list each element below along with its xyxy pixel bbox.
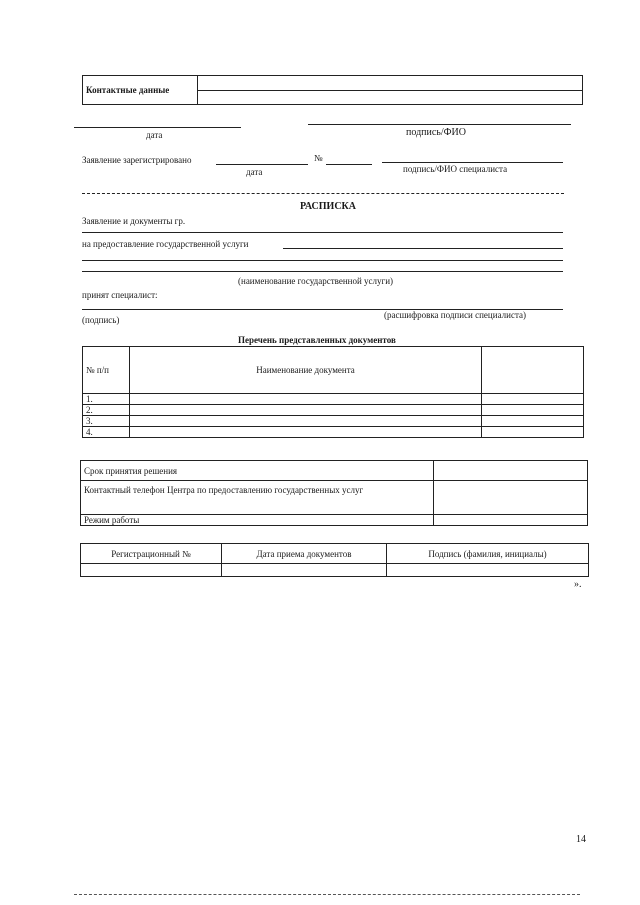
contact-phone-value[interactable] <box>434 481 588 515</box>
row-name-cell[interactable] <box>130 416 482 427</box>
registration-number-line <box>326 164 372 165</box>
row-name-cell[interactable] <box>130 394 482 405</box>
row-name-cell[interactable] <box>130 427 482 438</box>
col-name-header: Наименование документа <box>130 347 482 394</box>
decision-term-value[interactable] <box>434 461 588 481</box>
col-extra-header <box>482 347 584 394</box>
signature-cell[interactable] <box>387 564 589 577</box>
scan-edge-line <box>74 894 580 895</box>
contact-data-field-1[interactable] <box>198 76 583 91</box>
documents-title: Перечень представленных документов <box>238 335 396 345</box>
registration-label: Заявление зарегистрировано <box>82 155 192 165</box>
receipt-blank-rule-2 <box>82 271 563 272</box>
closing-quote: ». <box>574 579 582 590</box>
section-divider <box>82 193 564 194</box>
receipt-blank-rule-1 <box>82 260 563 261</box>
decision-term-label: Срок принятия решения <box>81 461 434 481</box>
signature-caption-2: (подпись) <box>82 315 120 325</box>
date-caption: дата <box>146 130 163 140</box>
receipt-line-1-rule <box>82 232 563 233</box>
acceptance-date-cell[interactable] <box>222 564 387 577</box>
receipt-line-2: на предоставление государственной услуги <box>82 239 249 249</box>
contact-data-table <box>82 75 583 105</box>
page-number: 14 <box>576 834 586 845</box>
receipt-line-1: Заявление и документы гр. <box>82 216 186 226</box>
signature-header: Подпись (фамилия, инициалы) <box>387 544 589 564</box>
acceptance-date-header: Дата приема документов <box>222 544 387 564</box>
row-extra-cell[interactable] <box>482 427 584 438</box>
service-caption: (наименование государственной услуги) <box>238 276 394 286</box>
row-number: 1. <box>83 394 130 405</box>
contact-data-label: Контактные данные <box>83 76 198 105</box>
date-line <box>74 127 241 128</box>
documents-table <box>82 346 584 438</box>
row-extra-cell[interactable] <box>482 394 584 405</box>
registration-signature-line <box>382 162 563 163</box>
registration-number-header: Регистрационный № <box>81 544 222 564</box>
registration-number-sign: № <box>314 153 323 163</box>
receipt-line-2-rule <box>283 248 563 249</box>
row-number: 2. <box>83 405 130 416</box>
row-name-cell[interactable] <box>130 405 482 416</box>
accepted-by-label: принят специалист: <box>82 290 158 300</box>
row-extra-cell[interactable] <box>482 405 584 416</box>
registration-number-cell[interactable] <box>81 564 222 577</box>
registration-table <box>80 543 589 577</box>
work-hours-value[interactable] <box>434 515 588 526</box>
decoding-caption: (расшифровка подписи специалиста) <box>384 310 526 320</box>
row-extra-cell[interactable] <box>482 416 584 427</box>
signature-caption: подпись/ФИО <box>406 127 466 138</box>
contact-phone-label: Контактный телефон Центра по предоставлению государственных услуг <box>81 481 434 515</box>
registration-date-line <box>216 164 308 165</box>
info-table <box>80 460 588 526</box>
row-number: 3. <box>83 416 130 427</box>
row-number: 4. <box>83 427 130 438</box>
signature-line <box>308 124 571 125</box>
contact-data-field-2[interactable] <box>198 90 583 105</box>
registration-signature-caption: подпись/ФИО специалиста <box>403 164 508 174</box>
work-hours-label: Режим работы <box>81 515 434 526</box>
col-number-header: № п/п <box>83 347 130 394</box>
receipt-title: РАСПИСКА <box>300 201 357 212</box>
registration-date-caption: дата <box>246 167 263 177</box>
